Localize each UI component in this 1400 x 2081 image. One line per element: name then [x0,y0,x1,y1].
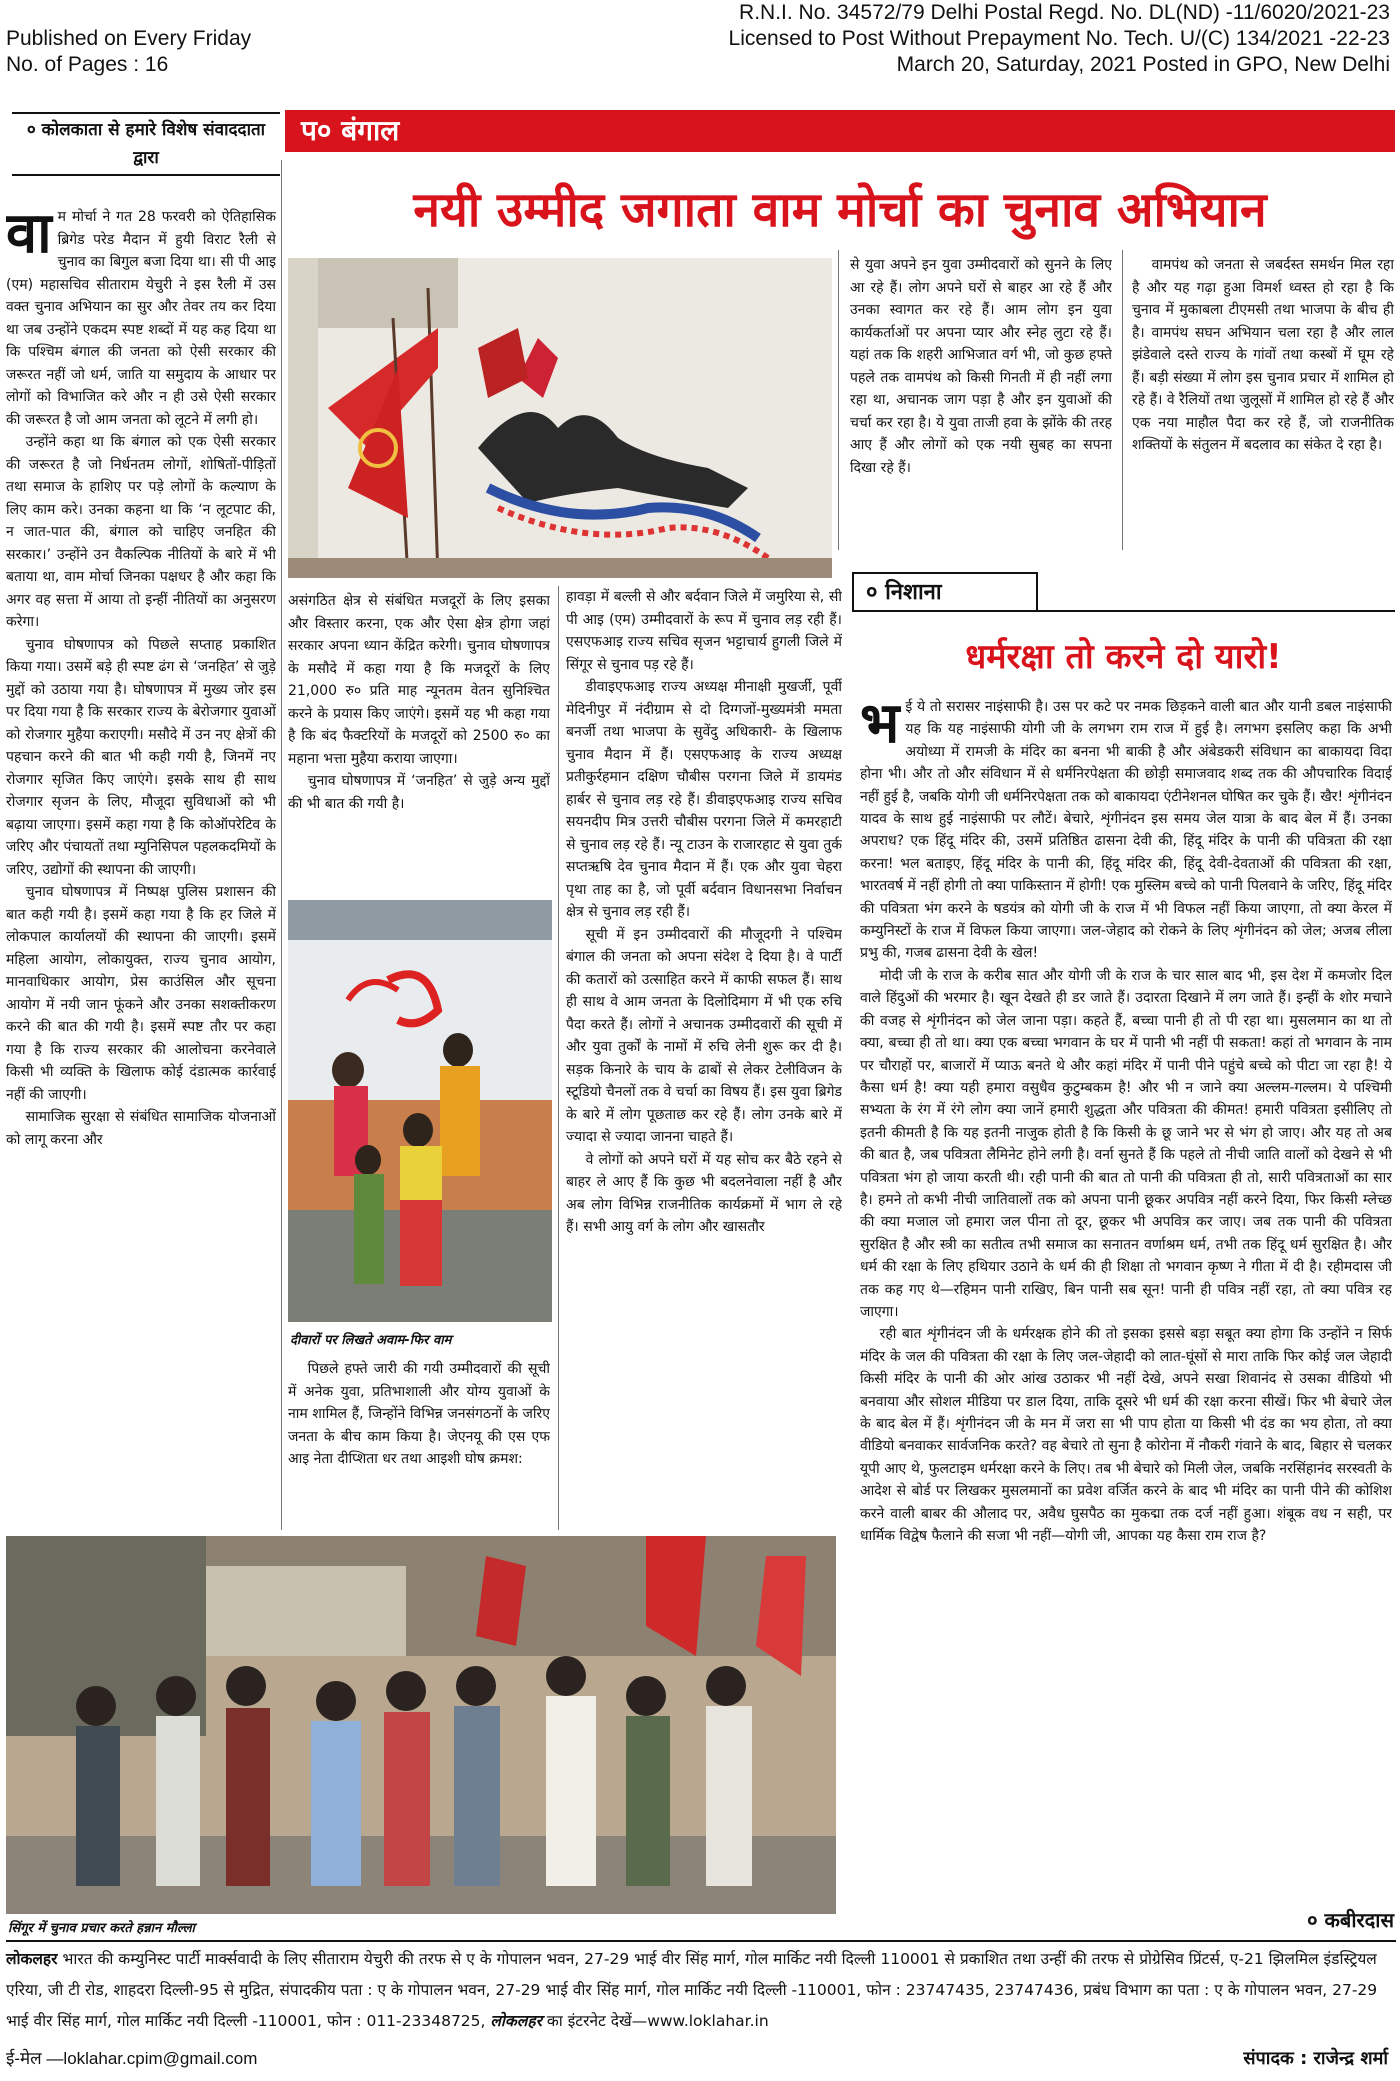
oped-signature: ० कबीरदास [1307,1908,1394,1932]
women-painting-illustration [288,900,552,1322]
paragraph: मोदी जी के राज के करीब सात और योगी जी के राज के चार साल बाद भी, इस देश में कमजोर दिल वाले हिंदुओं की भरमार है। खून देखते ही डर जाते हैं। उदारता दिखाने में लग जाते हैं। इन्हीं के शोर मचाने की वजह से शृंगीनंदन को जेल जाना पड़ा। कहते हैं, बच्चा पानी ही तो पी रहा था। मुसलमान का था तो क्या, बच्चा ही तो था। क्या एक बच्चा भगवान के घर में पानी भी नहीं पी सकता! कहां तो भगवान के नाम पर चौराहों पर, बाजारों में प्याऊ बनते थे और कहां मंदिर में पानी पीने पहुंचे बच्चे को पीटा जा रहा है! ये कैसा धर्म है! क्या यही हमारा वसुधैव कुटुम्बकम है! और भी न जाने क्या अल्लम-गल्लम। ये पश्चिमी सभ्यता के रंग में रंगे लोग क्या जानें हमारी शुद्धता और पवित्रता की कीमत! हमारी पवित्रता इसीलिए तो इतनी कीमती है कि यह इतनी नाजुक होती है कि किसी के छू जाने भर से भंग हो जाए। और यह तो अब की बात है, जब पवित्रता लैमिनेट होने लगी है। वर्ना सुनते हैं कि पहले तो नीची जाति वालों को देखने से भी पवित्रता भंग हो जाया करती थी। रही पानी की बात तो पानी की पवित्रता ही तो, सारी पवित्रताओं का सार है। हमने तो कभी नीची जातिवालों तक को अपना पानी छूकर अपवित्र नहीं करने दिया, फिर किसी म्लेच्छ की क्या मजाल जो हमारा जल पीना तो दूर, छूकर भी अपवित्र कर जाए। जब तक पानी की पवित्रता सुरक्षित है और स्त्री का सतीत्व तभी समाज का सनातन वर्णाश्रम धर्म, तभी तक हिंदू धर्म सुरक्षित है। और धर्म की रक्षा के लिए हथियार उठाने के धर्म की ही शिक्षा तो भगवान कृष्ण ने गीता में दी है। रहीमदास जी तक कह गए थे—रहिमन पानी राखिए, बिन पानी सब सून! पानी ही पवित्र नहीं रहा, तो क्या पवित्र रह जाएगा। [860,967,1392,1320]
section-banner [285,110,1395,152]
paragraph: वे लोगों को अपने घरों में यह सोच कर बैठे रहने से बाहर ले आए हैं कि कुछ भी बदलनेवाला नहीं है और अब लोग विभिन्न राजनीतिक कार्यक्रमों में भाग ले रहे हैं। सभी आयु वर्ग के लोग और खासतौर [566,1151,842,1235]
paragraph: पिछले हफ्ते जारी की गयी उम्मीदवारों की सूची में अनेक युवा, प्रतिभाशाली और योग्य युवाओं के नाम शामिल हैं, जिन्होंने विभिन्न जनसंगठनों के जरिए जनता के बीच काम किया है। जेएनयू की एस एफ आइ नेता दीप्शिता धर तथा आइशी घोष क्रमश: [288,1361,550,1467]
drop-cap: भ [860,696,900,756]
paragraph: चुनाव घोषणापत्र में ‘जनहित’ से जुड़े अन्य मुद्दों की भी बात की गयी है। [288,773,550,812]
mural-illustration [288,258,832,578]
oped-headline: धर्मरक्षा तो करने दो यारो! [965,637,1282,677]
footer [6,1944,1396,2037]
footer-editor: संपादक : राजेन्द्र शर्मा [1243,2048,1388,2069]
rally-illustration [6,1536,836,1914]
paragraph: वामपंथ को जनता से जबर्दस्त समर्थन मिल रहा है और यह गढ़ा हुआ विमर्श ध्वस्त हो रहा है कि चुनाव में मुकाबला टीएमसी तथा भाजपा के बीच ही है। वामपंथ सघन अभियान चला रहा है और लाल झंडेवाले दस्ते राज्य के गांवों तथा कस्बों में घूम रहे हैं। बड़ी संख्या में लोग इस चुनाव प्रचार में शामिल हो रहे हैं। वे रैलियों तथा जुलूसों में शामिल हो रहे हैं और एक नया माहौल पैदा कर रहे हैं, जो राजनीतिक शक्तियों के संतुलन में बदलाव का संकेत दे रहा है। [1132,257,1394,453]
license-line: Licensed to Post Without Prepayment No. Tech. U/(C) 134/2021 -22-23 [728,27,1390,50]
footer-brand: लोकलहर [6,1950,58,1968]
paragraph: सामाजिक सुरक्षा से संबंधित सामाजिक योजनाओं को लागू करना और [6,1109,276,1148]
footer-email[interactable]: ई-मेल —loklahar.cpim@gmail.com [6,2049,258,2068]
paragraph: असंगठित क्षेत्र से संबंधित मजदूरों के लिए इसका और विस्तार करना, एक और ऐसा क्षेत्र होगा जहां सरकार अपना ध्यान केंद्रित करेगी। चुनाव घोषणापत्र के मसौदे में कहा गया है कि मजदूरों के लिए 21,000 रु० प्रति माह न्यूनतम वेतन सुनिश्चित करने के प्रयास किए जाएंगे। इसमें यह भी कहा गया है कि बंद फैक्टरियों के मजदूरों को 2500 रु० का महाना भत्ता मुहैया कराया जाएगा। [288,593,550,767]
wall-painting-photo [288,900,552,1322]
masthead-left [6,26,251,78]
date-line: March 20, Saturday, 2021 Posted in GPO, New Delhi [896,53,1390,76]
footer-internet-brand: लोकलहर [490,2012,542,2030]
mural-photo [288,258,832,578]
column-divider [1122,250,1123,550]
article-column-5 [1132,254,1394,554]
footer-website[interactable]: का इंटरनेट देखें—www.loklahar.in [541,2012,769,2030]
paragraph: सूची में इन उम्मीदवारों की मौजूदगी ने पश्चिम बंगाल की जनता को अपना संदेश दे दिया है। वे पार्टी की कतारों को उत्साहित करने में काफी सफल हैं। साथ ही साथ वे आम जनता के दिलोदिमाग में भी एक रुचि पैदा करते हैं। लोगों ने अचानक उम्मीदवारों की सूची में और युवा तुर्कों के नामों में रुचि लेनी शुरू कर दी है। सड़क किनारे के चाय के ढाबों से लेकर टेलीविजन के स्टूडियो चैनलों तक वे चर्चा का विषय हैं। इस युवा ब्रिगेड के बारे में लोग पूछताछ कर रहे हैं। लोग उनके बारे में ज्यादा से ज्यादा जानना चाहते हैं। [566,926,842,1145]
mural-caption: दीवारों पर लिखते अवाम-फिर वाम [290,1333,452,1348]
rally-caption: सिंगूर में चुनाव प्रचार करते हन्नान मौल्ला [8,1921,195,1936]
footer-imprint: भारत की कम्युनिस्ट पार्टी मार्क्सवादी के लिए सीताराम येचुरी की तरफ से ए के गोपालन भवन, 27-29 भाई वीर सिंह मार्ग, गोल मार्किट नयी दिल्ली 110001 से प्रकाशित तथा उन्हीं की तरफ से प्रोग्रेसिव प्रिंटर्स, ए-21 झिलमिल इंडस्ट्रियल एरिया, जी टी रोड, शाहदरा दिल्ली-95 से मुद्रित, संपादकीय पता : ए के गोपालन भवन, 27-29 भाई वीर सिंह मार्ग, गोल मार्किट नयी दिल्ली -110001, फोन : 23747435, 23747436, प्रबंध विभाग का पता : ए के गोपालन भवन, 27-29 भाई वीर सिंह मार्ग, गोल मार्किट नयी दिल्ली -110001, फोन : 011-23348725, [6,1950,1378,2030]
article-column-1 [6,206,276,1530]
oped-body [860,696,1392,1900]
paragraph: भई ये तो सरासर नाइंसाफी है। उस पर कटे पर नमक छिड़कने वाली बात और यानी डबल नाइंसाफी यह कि यह नाइंसाफी योगी जी के लगभग राम राज में हुई है। लगभग इसलिए कहा कि अभी अयोध्या में रामजी के मंदिर का बनना भी बाकी है और अंबेडकरी संविधान का बाकायदा विदा होना भी। और तो और संविधान में से धर्मनिरपेक्षता की छोड़ी समाजवाद शब्द तक की औपचारिक विदाई नहीं हुई है, जबकि योगी जी धर्मनिरपेक्षता तक को बाकायदा एंटीनेशनल घोषित कर चुके हैं। खैर! शृंगीनंदन यादव के साथ हुई नाइंसाफी पर लौटें। बेचारे, शृंगीनंदन इस समय जेल यात्रा के बाद बेल में हैं। उनका अपराध? एक हिंदू मंदिर की, उसमें प्रतिष्ठित ढासना देवी की, हिंदू मंदिर के पानी की पवित्रता की रक्षा करना! भल बताइए, हिंदू मंदिर के पानी की, हिंदू मंदिर की, हिंदू देवी-देवताओं की पवित्रता की रक्षा, भारतवर्ष में नहीं होगी तो क्या पाकिस्तान में होगी! एक मुस्लिम बच्चे को पानी पिलवाने के जरिए, हिंदू मंदिर की पवित्रता भंग करने के षडयंत्र को योगी जी के राज में भी विफल नहीं किया जाएगा, तो क्या केरल में कम्युनिस्टों के राज में विफल किया जाएगा। जल-जेहाद को रोकने के लिए शृंगीनंदन को जेल; अजब लीला प्रभु की, गजब ढासना देवी के खेल! [860,696,1392,962]
rally-photo [6,1536,836,1914]
masthead-right [729,0,1390,78]
page-count: No. of Pages : 16 [6,53,169,76]
registration-line: R.N.I. No. 34572/79 Delhi Postal Regd. No. DL(ND) -11/6020/2021-23 [739,1,1390,24]
column-divider [838,250,839,550]
paragraph: डीवाइएफआइ राज्य अध्यक्ष मीनाक्षी मुखर्जी, पूर्वी मेदिनीपुर में नंदीग्राम से दो दिग्गजों-मुख्यमंत्री ममता बनर्जी तथा भाजपा के सुवेंदु अधिकारी- के खिलाफ चुनाव मैदान में हैं। एसएफआइ के राज्य अध्यक्ष प्रतीकुर्रहमान दक्षिण चौबीस परगना जिले में डायमंड हार्बर से चुनाव लड़ रहे हैं। डीवाइएफआइ राज्य सचिव सयनदीप मित्र उत्तरी चौबीस परगना जिले में कमरहाटी से चुनाव लड़ रहे हैं। न्यू टाउन के राजारहाट से युवा तुर्क सप्तऋषि देव चुनाव मैदान में हैं। एक और युवा चेहरा पृथा ताह का है, जो पूर्वी बर्दवान विधानसभा निर्वाचन क्षेत्र से चुनाव लड़ रही हैं। [566,679,842,920]
paragraph: उन्होंने कहा था कि बंगाल को एक ऐसी सरकार की जरूरत है जो निर्धनतम लोगों, शोषितों-पीड़ितों तथा समाज के हाशिए पर पड़े लोगों के कल्याण के लिए काम करे। उनका कहना था कि ‘न लूटपाट की, न जात-पात की, बंगाल को चाहिए जनहित की सरकार।’ उन्होंने उन वैकल्पिक नीतियों के बारे में भी बताया था, वाम मोर्चा जिनका पक्षधर है और कहा कि अगर वह सत्ता में आया तो इन्हीं नीतियों का अनुसरण करेगा। [6,434,276,630]
paragraph: चुनाव घोषणापत्र में निष्पक्ष पुलिस प्रशासन की बात कही गयी है। इसमें कहा गया है कि हर जिले में लोकपाल कार्यालयों की स्थापना की जाएगी। इसमें महिला आयोग, लोकायुक्त, राज्य चुनाव आयोग, मानवाधिकार आयोग, प्रेस काउंसिल और सूचना आयोग में नयी जान फूंकने और उनका सशक्तीकरण करने की बात की गयी है। इसमें स्पष्ट तौर पर कहा गया है कि राज्य सरकार की आलोचना करनेवाले किसी भी व्यक्ति के खिलाफ कोई दंडात्मक कार्रवाई नहीं की जाएगी। [6,884,276,1103]
column-divider [281,160,282,1530]
page-headline: नयी उम्मीद जगाता वाम मोर्चा का चुनाव अभियान [413,182,1267,238]
drop-cap: वा [6,206,52,266]
article-column-2-bottom [288,1358,550,1530]
paragraph: चुनाव घोषणापत्र को पिछले सप्ताह प्रकाशित किया गया। उसमें बड़े ही स्पष्ट ढंग से ‘जनहित’ से जुड़े मुद्दों को उठाया गया है। घोषणापत्र में मुख्य जोर इस पर दिया गया है कि सरकार राज्य के बेरोजगार युवाओं को रोजगार मुहैया कराएगी। मसौदे में उन नए क्षेत्रों की पहचान करने की बात भी कही गयी है, जिनमें नए रोजगार सृजित किए जाएंगे। इसके साथ ही साथ रोजगार सृजन के लिए, मौजूदा सुविधाओं को भी बढ़ाया जाएगा। इसमें कहा गया है कि कोऑपरेटिव के जरिए और पंचायतों तथा म्युनिसिपल पहलकदमियों के जरिए, उद्योगों की स्थापना की जाएगी। [6,636,276,878]
article-column-2-top [288,590,550,876]
paragraph: वाम मोर्चा ने गत 28 फरवरी को ऐतिहासिक ब्रिगेड परेड मैदान में हुयी विराट रैली से चुनाव का बिगुल बजा दिया था। सी पी आइ (एम) महासचिव सीताराम येचुरी ने इस रैली में उस वक्त चुनाव अभियान का सुर और तेवर तय कर दिया था जब उन्होंने एकदम स्पष्ट शब्दों में यह कह दिया था कि पश्चिम बंगाल की जनता को ऐसी सरकार की जरूरत नहीं जो धर्म, जाति या समुदाय के आधार पर लोगों को विभाजित करे और न ही उसे ऐसी सरकार की जरूरत है जो आम जनता को लूटने में लगी हो। [6,206,276,428]
paragraph: रही बात शृंगीनंदन जी के धर्मरक्षक होने की तो इसका इससे बड़ा सबूत क्या होगा कि उन्होंने न सिर्फ मंदिर के जल की पवित्रता की रक्षा के लिए जल-जेहादी को लात-घूंसों से मारा ताकि फिर कोई जल जेहादी किसी मंदिर के पानी की ओर आंख उठाकर भी नहीं देखे, अपने सखा शिवानंद से उसका वीडियो भी बनवाया और सोशल मीडिया पर डाल दिया, ताकि दूसरे भी धर्म की रक्षा करना सीखें। फिर भी बेचारे जेल के बाद बेल में हैं। शृंगीनंदन जी के मन में जरा सा भी पाप होता या किसी भी दंड का भय होता, तो क्या वीडियो बनवाकर सार्वजनिक करते? वह बेचारे तो सुना है कोरोना में नौकरी गंवाने के बाद, बिहार से चलकर यूपी आए थे, फुलटाइम धर्मरक्षा करने के लिए। तब भी बेचारे को मिली जेल, जबकि नरसिंहानंद सरस्वती के आदेश से बोर्ड पर लिखकर मुसलमानों का प्रवेश वर्जित करने के बाद भी मंदिर का पानी पीने की कोशिश करने वाली बाबर की औलाद पर, अवैध घुसपैठ का मुकद्मा तक दर्ज नहीं हुआ। शंबूक वध न सही, पर धार्मिक विद्वेष फैलाने की सजा भी नहीं—योगी जी, आपका यह कैसा राम राज है? [860,1326,1392,1545]
paragraph: हावड़ा में बल्ली से और बर्दवान जिले में जमुरिया से, सी पी आइ (एम) उम्मीदवारों के रूप में चुनाव लड़ रही हैं। एसएफआइ राज्य सचिव सृजन भट्टाचार्य हुगली जिले में सिंगूर से चुनाव पड़ रहे हैं। [566,589,842,673]
article-column-3 [566,586,842,1530]
footer-rule [6,1940,1396,1942]
oped-rule [852,610,1395,612]
byline: ० कोलकाता से हमारे विशेष संवाददाता द्वारा [12,112,280,176]
oped-label: ० निशाना [852,572,1038,610]
paragraph: से युवा अपने इन युवा उम्मीदवारों को सुनने के लिए आ रहे हैं। लोग अपने घरों से बाहर आ रहे हैं और उनका स्वागत कर रहे हैं। आम लोग इन युवा कार्यकर्ताओं पर अपना प्यार और स्नेह लुटा रहे हैं। यहां तक कि शहरी आभिजात वर्ग भी, जो कुछ हफ्ते पहले तक वामपंथ को किसी गिनती में ही नहीं लगा रहा था, अचानक जाग पड़ा है और इन युवाओं की चर्चा कर रहा है। ये युवा ताजी हवा के झोंके की तरह आए हैं और लोगों को एक नयी सुबह का सपना दिखा रहे हैं। [850,257,1112,476]
column-divider [558,586,559,1530]
section-label: प० बंगाल [301,114,400,147]
publication-schedule: Published on Every Friday [6,27,252,50]
article-column-4 [850,254,1112,554]
